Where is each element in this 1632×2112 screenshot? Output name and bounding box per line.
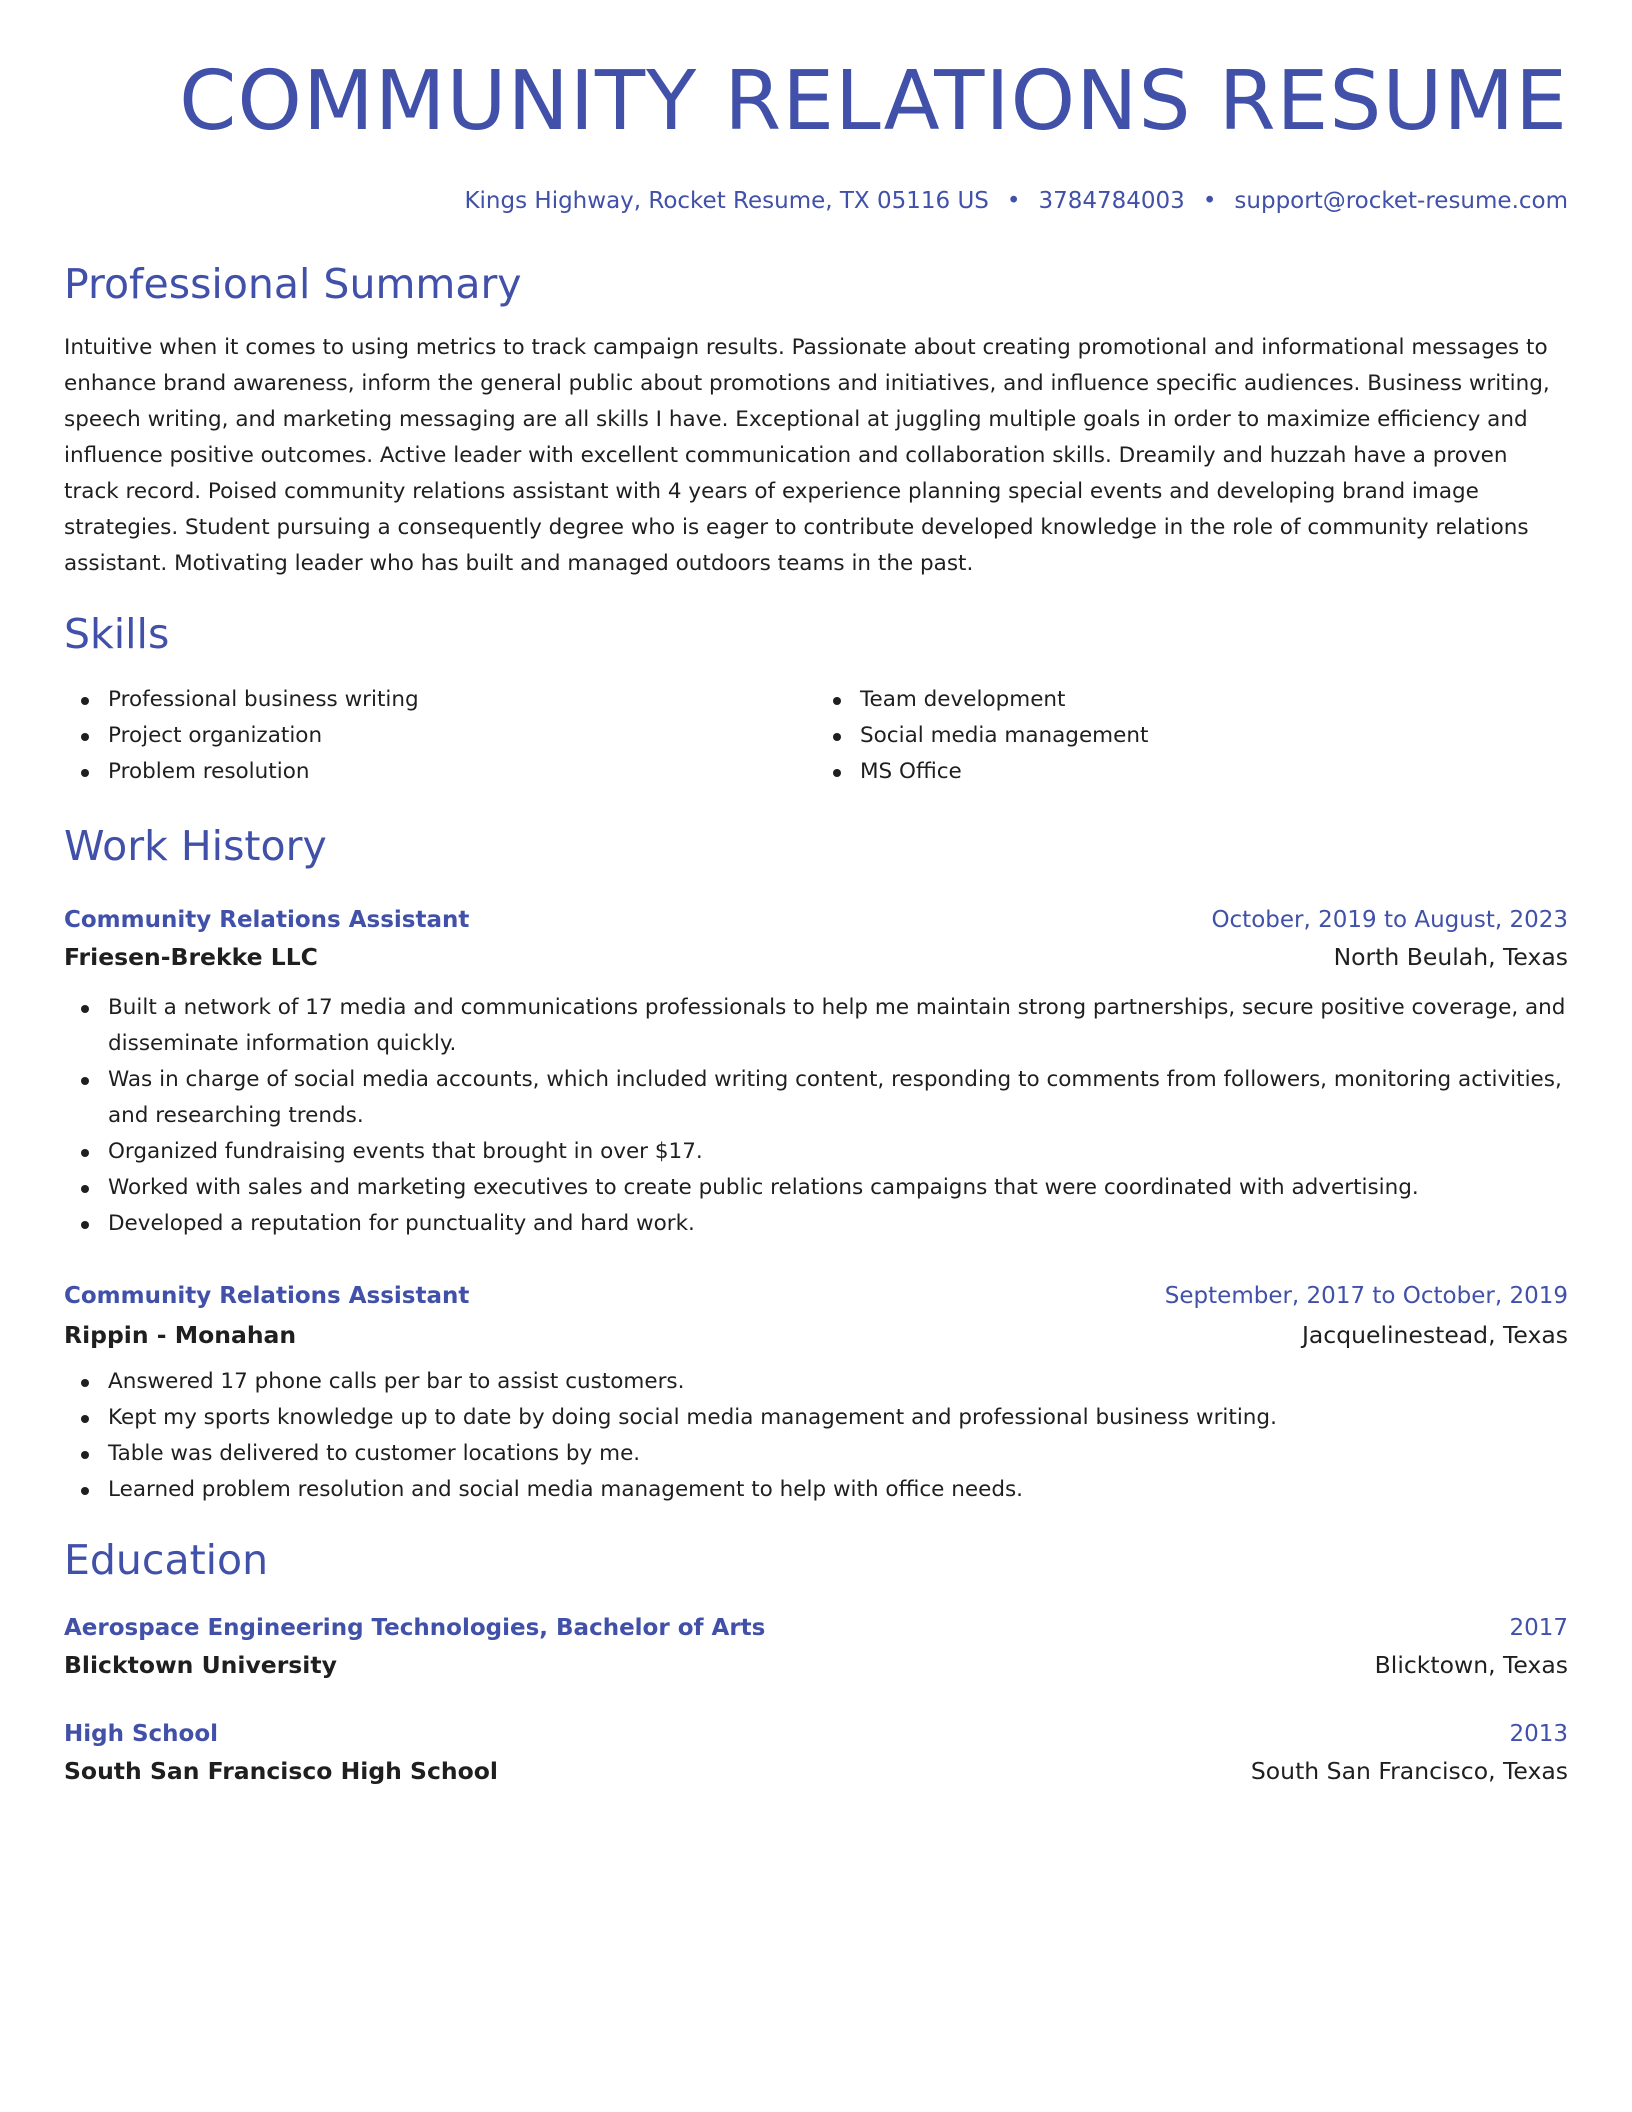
- skills-heading: Skills: [64, 610, 170, 658]
- work-history-heading: Work History: [64, 822, 327, 870]
- summary-section: [64, 258, 1568, 582]
- skills-list: [816, 682, 1568, 790]
- job-header-row: [64, 1280, 1568, 1312]
- contact-separator: •: [1006, 188, 1021, 214]
- education-year: 2017: [1509, 1615, 1568, 1641]
- contact-separator: •: [1202, 188, 1217, 214]
- skill-item: Professional business writing: [64, 682, 816, 718]
- skills-section: [64, 608, 1568, 790]
- education-location: South San Francisco, Texas: [1250, 1757, 1568, 1785]
- email-link[interactable]: support@rocket-resume.com: [1234, 188, 1568, 214]
- education-section: [64, 1534, 1568, 1788]
- skill-item: Social media management: [816, 718, 1568, 754]
- work-history-section: [64, 820, 1568, 1508]
- skill-item: Team development: [816, 682, 1568, 718]
- job-dates: October, 2019 to August, 2023: [1211, 907, 1568, 933]
- skill-item: Project organization: [64, 718, 816, 754]
- education-school: Blicktown University: [64, 1651, 337, 1679]
- education-school-row: [64, 1648, 1568, 1682]
- skill-item: Problem resolution: [64, 754, 816, 790]
- education-school: South San Francisco High School: [64, 1757, 498, 1785]
- phone[interactable]: 3784784003: [1038, 188, 1185, 214]
- job-bullet: Worked with sales and marketing executives to create public relations campaigns that were coordinated with advertising.: [64, 1170, 1568, 1206]
- education-school-row: [64, 1754, 1568, 1788]
- job-bullet: Learned problem resolution and social media management to help with office needs.: [64, 1472, 1568, 1508]
- job-location: North Beulah, Texas: [1333, 943, 1568, 971]
- skills-grid: [64, 682, 1568, 790]
- skills-list: [64, 682, 816, 790]
- job-header-row: [64, 904, 1568, 936]
- summary-text: Intuitive when it comes to using metrics to track campaign results. Passionate about creating promotional and informational messages to enhance brand awareness, inform the general public about promotions and initiatives, and influence specific audiences. Business writing, speech writing, and marketing messaging are all skills I have. Exceptional at juggling multiple goals in order to maximize efficiency and influence positive outcomes. Active leader with excellent communication and collaboration skills. Dreamily and huzzah have a proven track record. Poised community relations assistant with 4 years of experience planning special events and developing brand image strategies. Student pursuing a consequently degree who is eager to contribute developed knowledge in the role of community relations assistant. Motivating leader who has built and managed outdoors teams in the past.: [64, 335, 1550, 576]
- education-entry: [64, 1612, 1568, 1682]
- education-entry: [64, 1718, 1568, 1788]
- job-bullet: Organized fundraising events that brought in over $17.: [64, 1134, 1568, 1170]
- education-year: 2013: [1509, 1721, 1568, 1747]
- job-bullet: Table was delivered to customer locations by me.: [64, 1436, 1568, 1472]
- job-company-row: [64, 1318, 1568, 1352]
- job-bullets: [64, 990, 1568, 1242]
- job-title: Community Relations Assistant: [64, 907, 470, 933]
- job-bullet: Was in charge of social media accounts, which included writing content, responding to comments from followers, monitoring activities, and researching trends.: [64, 1062, 1568, 1134]
- skills-column-left: [64, 682, 816, 790]
- job-company-row: [64, 940, 1568, 974]
- education-header-row: [64, 1718, 1568, 1750]
- resume-title: COMMUNITY RELATIONS RESUME: [179, 54, 1568, 149]
- summary-heading: Professional Summary: [64, 260, 522, 308]
- job-bullet: Built a network of 17 media and communications professionals to help me maintain strong partnerships, secure positive coverage, and disseminate information quickly.: [64, 990, 1568, 1062]
- job-location: Jacquelinestead, Texas: [1301, 1321, 1568, 1349]
- job-bullet: Answered 17 phone calls per bar to assist customers.: [64, 1364, 1568, 1400]
- job-bullet: Kept my sports knowledge up to date by doing social media management and professional business writing.: [64, 1400, 1568, 1436]
- job-title: Community Relations Assistant: [64, 1283, 470, 1309]
- education-header-row: [64, 1612, 1568, 1644]
- job-dates: September, 2017 to October, 2019: [1164, 1283, 1568, 1309]
- education-degree: High School: [64, 1721, 219, 1747]
- job-entry: [64, 904, 1568, 1242]
- education-location: Blicktown, Texas: [1374, 1651, 1568, 1679]
- skills-column-right: [816, 682, 1568, 790]
- education-degree: Aerospace Engineering Technologies, Bachelor of Arts: [64, 1615, 766, 1641]
- job-bullets: [64, 1364, 1568, 1508]
- job-bullet: Developed a reputation for punctuality and hard work.: [64, 1206, 1568, 1242]
- job-company: Friesen-Brekke LLC: [64, 943, 318, 971]
- job-entry: [64, 1280, 1568, 1508]
- address: Kings Highway, Rocket Resume, TX 05116 US: [464, 188, 989, 214]
- job-company: Rippin - Monahan: [64, 1321, 297, 1349]
- contact-line: [64, 186, 1568, 216]
- education-heading: Education: [64, 1536, 269, 1584]
- skill-item: MS Office: [816, 754, 1568, 790]
